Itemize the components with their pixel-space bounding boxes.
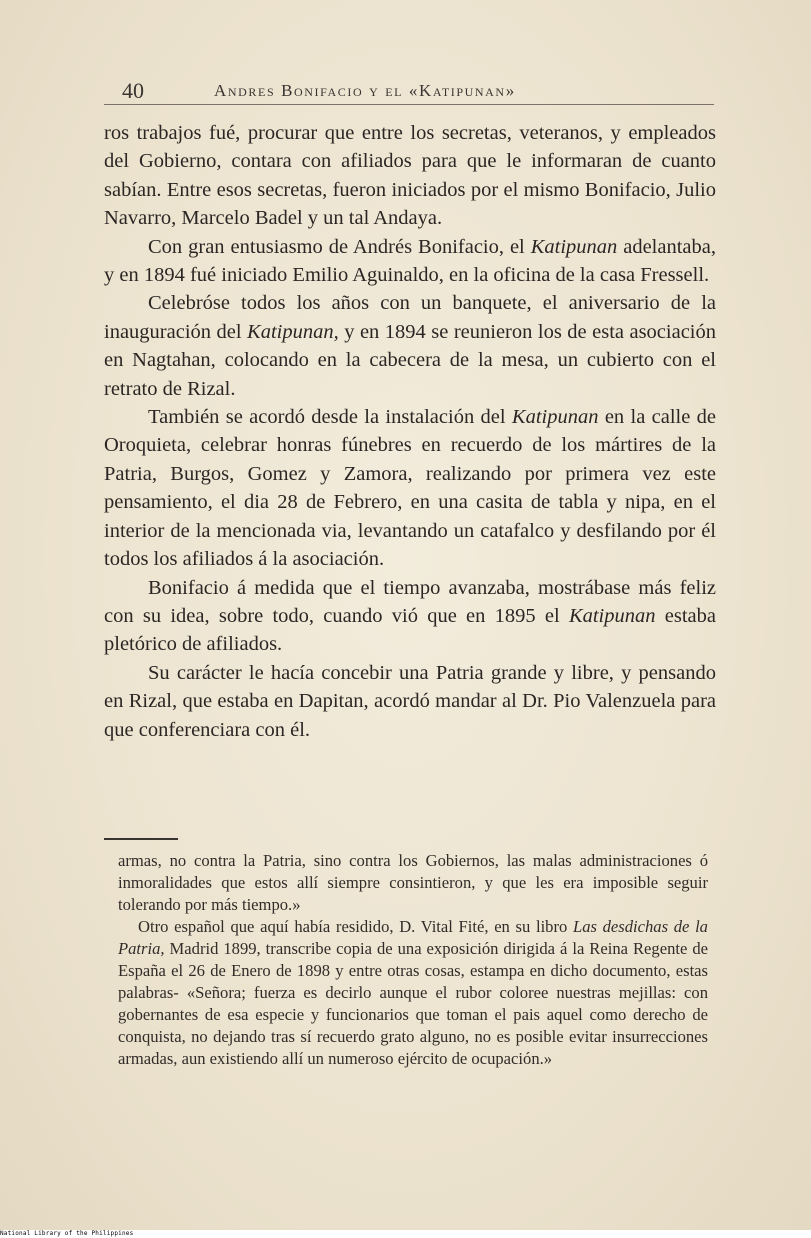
running-title: Andres Bonifacio y el «Katipunan»: [214, 81, 516, 100]
paragraph-3-text-a: Celebróse todos los años con un banquete, el aniversario de la inauguración del: [104, 292, 716, 343]
page-number: 40: [122, 78, 144, 103]
paragraph-3-italic: Katipunan,: [247, 320, 339, 343]
footnote-rule: [104, 838, 178, 840]
footnote-1: [118, 850, 708, 916]
paragraph-5-text-a: Bonifacio á medida que el tiempo avanzaba, mostrábase más feliz con su idea, sobre todo, cuando vió que en 1895 el: [104, 576, 716, 627]
footnotes: [118, 850, 708, 1070]
paragraph-3-text-c: y en 1894 se reunieron los de esta asociación en Nagtahan, colocando en la cabecera de la mesa, un cubierto con el retrato de Rizal.: [104, 320, 716, 400]
footnote-2: [118, 916, 708, 1070]
paragraph-4: [104, 403, 716, 573]
paragraph-3: [104, 289, 716, 403]
paragraph-2-text-c: adelantaba, y en 1894 fué iniciado Emilio Aguinaldo, en la oficina de la casa Fressell.: [104, 235, 716, 287]
paragraph-5-text-c: estaba pletórico de afiliados.: [104, 604, 716, 656]
header-rule: [104, 104, 714, 105]
footnote-1-text: armas, no contra la Patria, sino contra los Gobiernos, las malas administraciones ó inmoralidades que estos allí siempre consintieron, y que les era imposible seguir tolerando por más tiempo.»: [118, 851, 708, 914]
paragraph-1: [104, 119, 716, 233]
paragraph-4-text-c: en la calle de Oroquieta, celebrar honras fúnebres en recuerdo de los mártires de la Patria, Burgos, Gomez y Zamora, realizando por primera vez este pensamiento, el dia 28 de Febrero, en una casita de tabla y nipa, en el interior de la mencionada via, levantando un catafalco y desfilando por él todos los afiliados á la asociación.: [104, 406, 716, 571]
body-text: [104, 119, 716, 744]
paragraph-5: [104, 574, 716, 659]
page-header: [104, 78, 714, 106]
paragraph-2-italic: Katipunan: [530, 235, 618, 258]
paragraph-4-text-a: También se acordó desde la instalación del: [148, 406, 512, 429]
footnote-2-text-c: Madrid 1899, transcribe copia de una exposición dirigida á la Reina Regente de España el 26 de Enero de 1898 y entre otras cosas, estampa en dicho documento, estas palabras- «Señora; fuerza es decirlo aunque el rubor coloree nuestras mejillas: con gobernantes de esa especie y funcionarios que toman el pais aquel como derecho de conquista, no dejando tras sí recuerdo grato alguno, no es posible evitar insurrecciones armadas, aun existiendo allí un numeroso ejército de ocupación.»: [118, 939, 708, 1068]
paragraph-4-italic: Katipunan: [511, 406, 599, 429]
paragraph-2: [104, 233, 716, 290]
footnote-2-book-title: Las desdichas de la Patria,: [118, 917, 708, 958]
paragraph-1-text: ros trabajos fué, procurar que entre los secretas, veteranos, y empleados del Gobierno, contara con afiliados para que le informaran de cuanto sabían. Entre esos secretas, fueron iniciados por el mismo Bonifacio, Julio Navarro, Marcelo Badel y un tal Andaya.: [104, 122, 716, 230]
paragraph-6-text: Su carácter le hacía concebir una Patria grande y libre, y pensando en Rizal, que estaba en Dapitan, acordó mandar al Dr. Pio Valenzuela para que conferenciara con él.: [104, 661, 716, 741]
paragraph-6: [104, 659, 716, 744]
library-label: National Library of the Philippines: [0, 1230, 134, 1237]
paragraph-5-italic: Katipunan: [568, 604, 656, 627]
footnote-2-text-a: Otro español que aquí había residido, D. Vital Fité, en su libro: [138, 917, 573, 936]
paragraph-2-text-a: Con gran entusiasmo de Andrés Bonifacio, el: [148, 235, 531, 258]
